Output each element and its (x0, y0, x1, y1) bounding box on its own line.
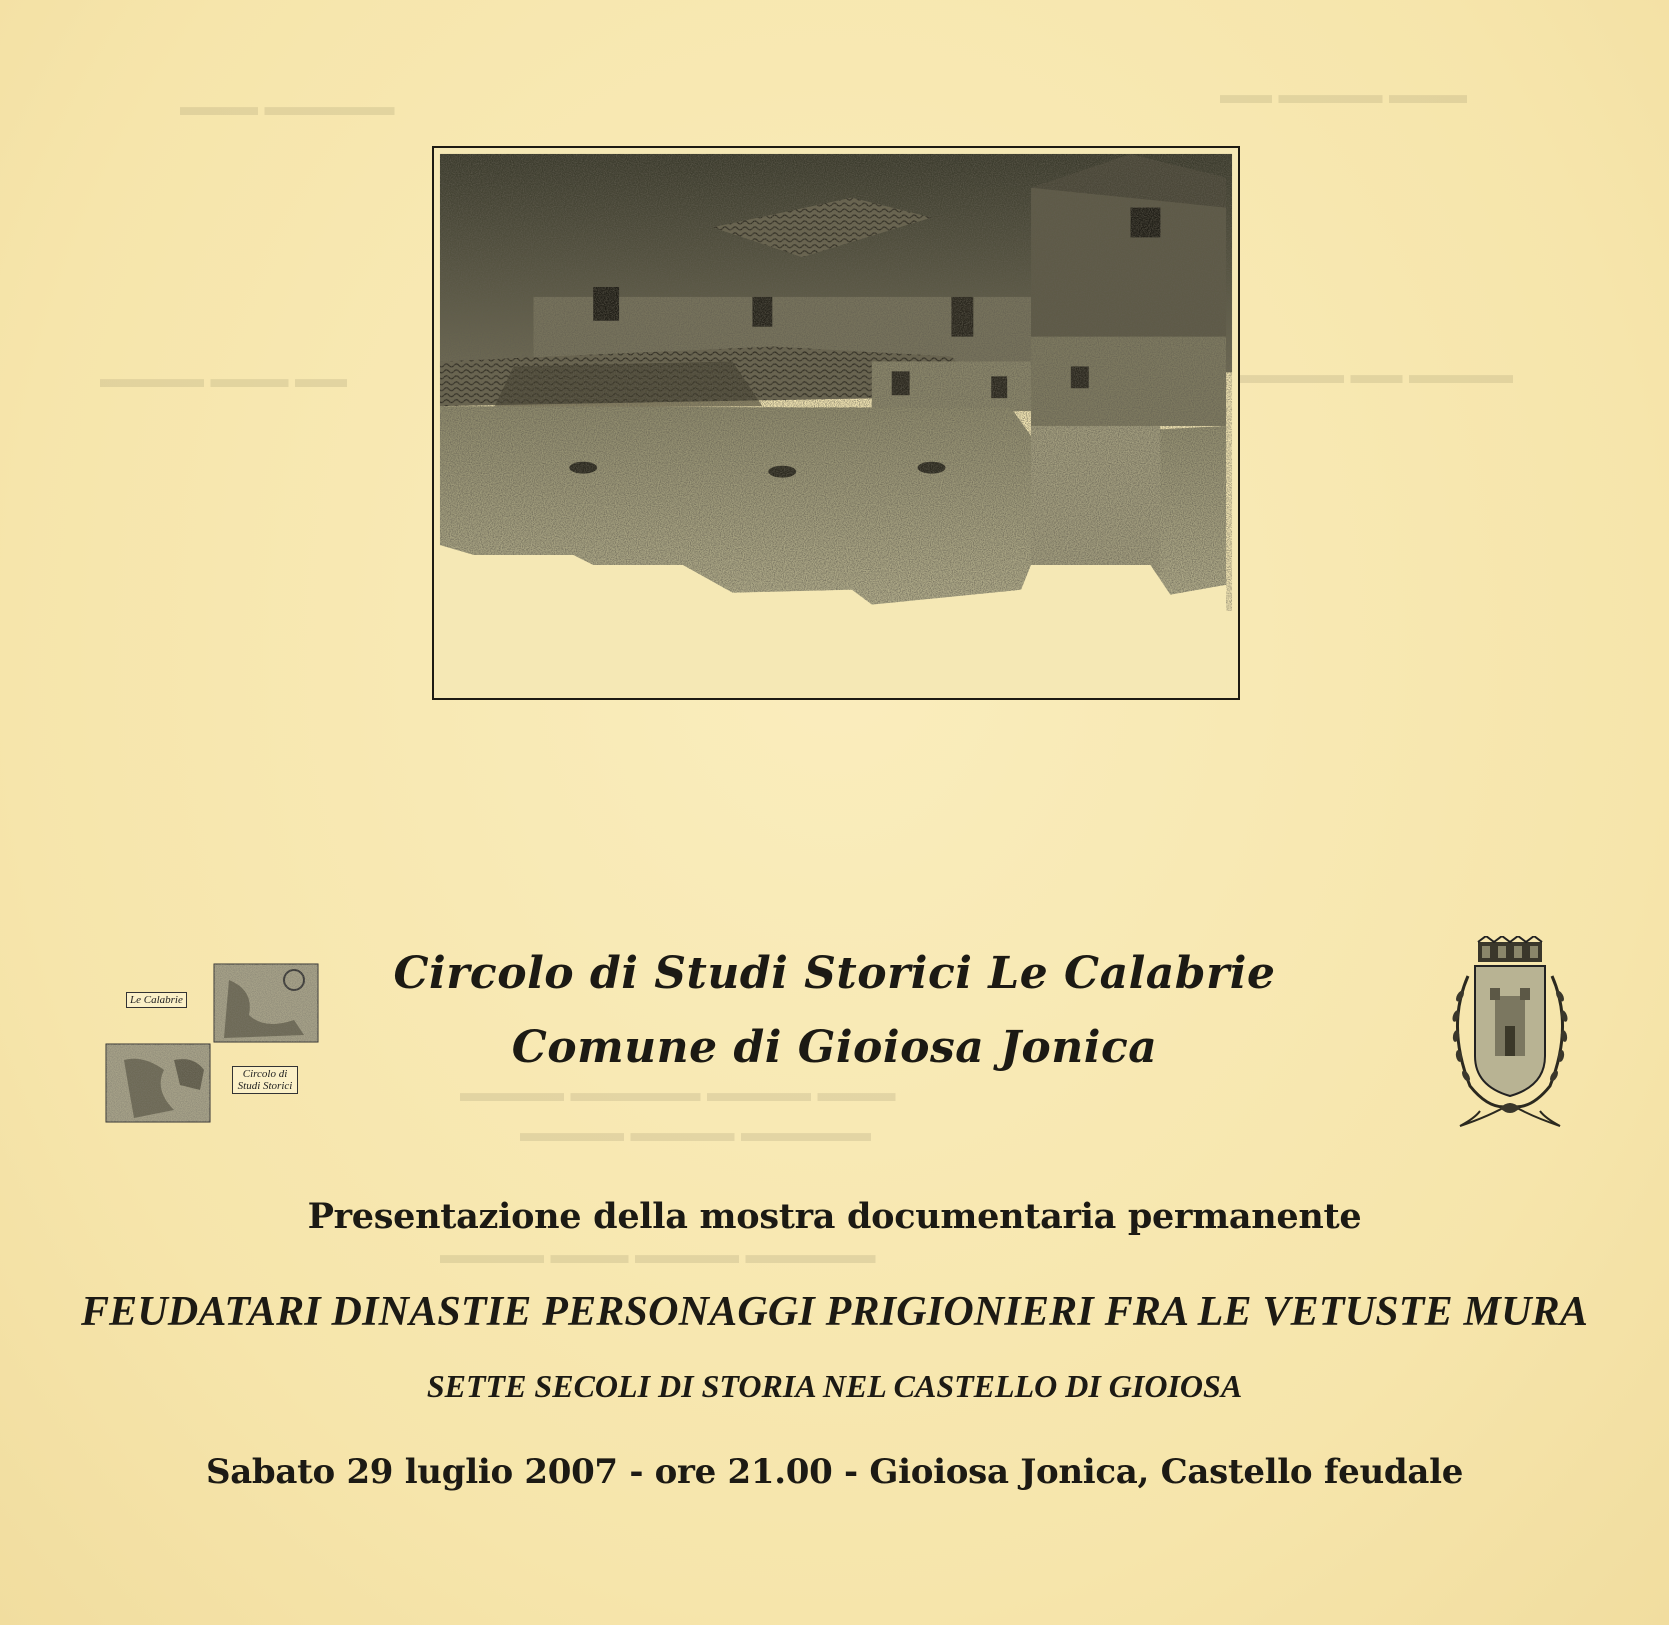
calabria-map-logo (104, 960, 324, 1125)
organizer-comune: Comune di Gioiosa Jonica (511, 1022, 1158, 1073)
show-through: ▬▬▬▬ ▬▬▬ ▬▬▬▬ ▬▬▬▬▬ (440, 1240, 876, 1269)
show-through: ▬▬ ▬▬▬▬ ▬▬▬ (1220, 80, 1467, 109)
show-through: ▬▬▬▬ ▬▬▬▬▬ ▬▬▬▬ ▬▬▬ (460, 1078, 896, 1107)
logo-label-circolo: Circolo di Studi Storici (232, 1066, 298, 1094)
event-details: Sabato 29 luglio 2007 - ore 21.00 - Gioiosa Jonica, Castello feudale (205, 1452, 1464, 1492)
circolo-logo (104, 960, 324, 1125)
logo-label-le-calabrie: Le Calabrie (126, 992, 187, 1008)
show-through: ▬▬▬▬ ▬▬▬▬ ▬▬▬▬▬ (520, 1118, 871, 1147)
castle-photo-graphic (434, 148, 1238, 698)
exhibition-subtitle: SETTE SECOLI DI STORIA NEL CASTELLO DI GIOIOSA (426, 1368, 1243, 1404)
organizer-circolo: Circolo di Studi Storici Le Calabrie (393, 948, 1276, 999)
castle-photo (432, 146, 1240, 700)
show-through: ▬▬▬▬ ▬▬ ▬▬▬▬ (1240, 360, 1513, 389)
show-through: ▬▬▬▬ ▬▬▬ ▬▬ (100, 364, 347, 393)
presentation-line: Presentazione della mostra documentaria permanente (307, 1196, 1362, 1237)
exhibition-title: FEUDATARI DINASTIE PERSONAGGI PRIGIONIERI FRA LE VETUSTE MURA (80, 1289, 1589, 1335)
municipal-crest-icon (1440, 936, 1580, 1141)
show-through: ▬▬▬ ▬▬▬▬▬ (180, 92, 395, 121)
